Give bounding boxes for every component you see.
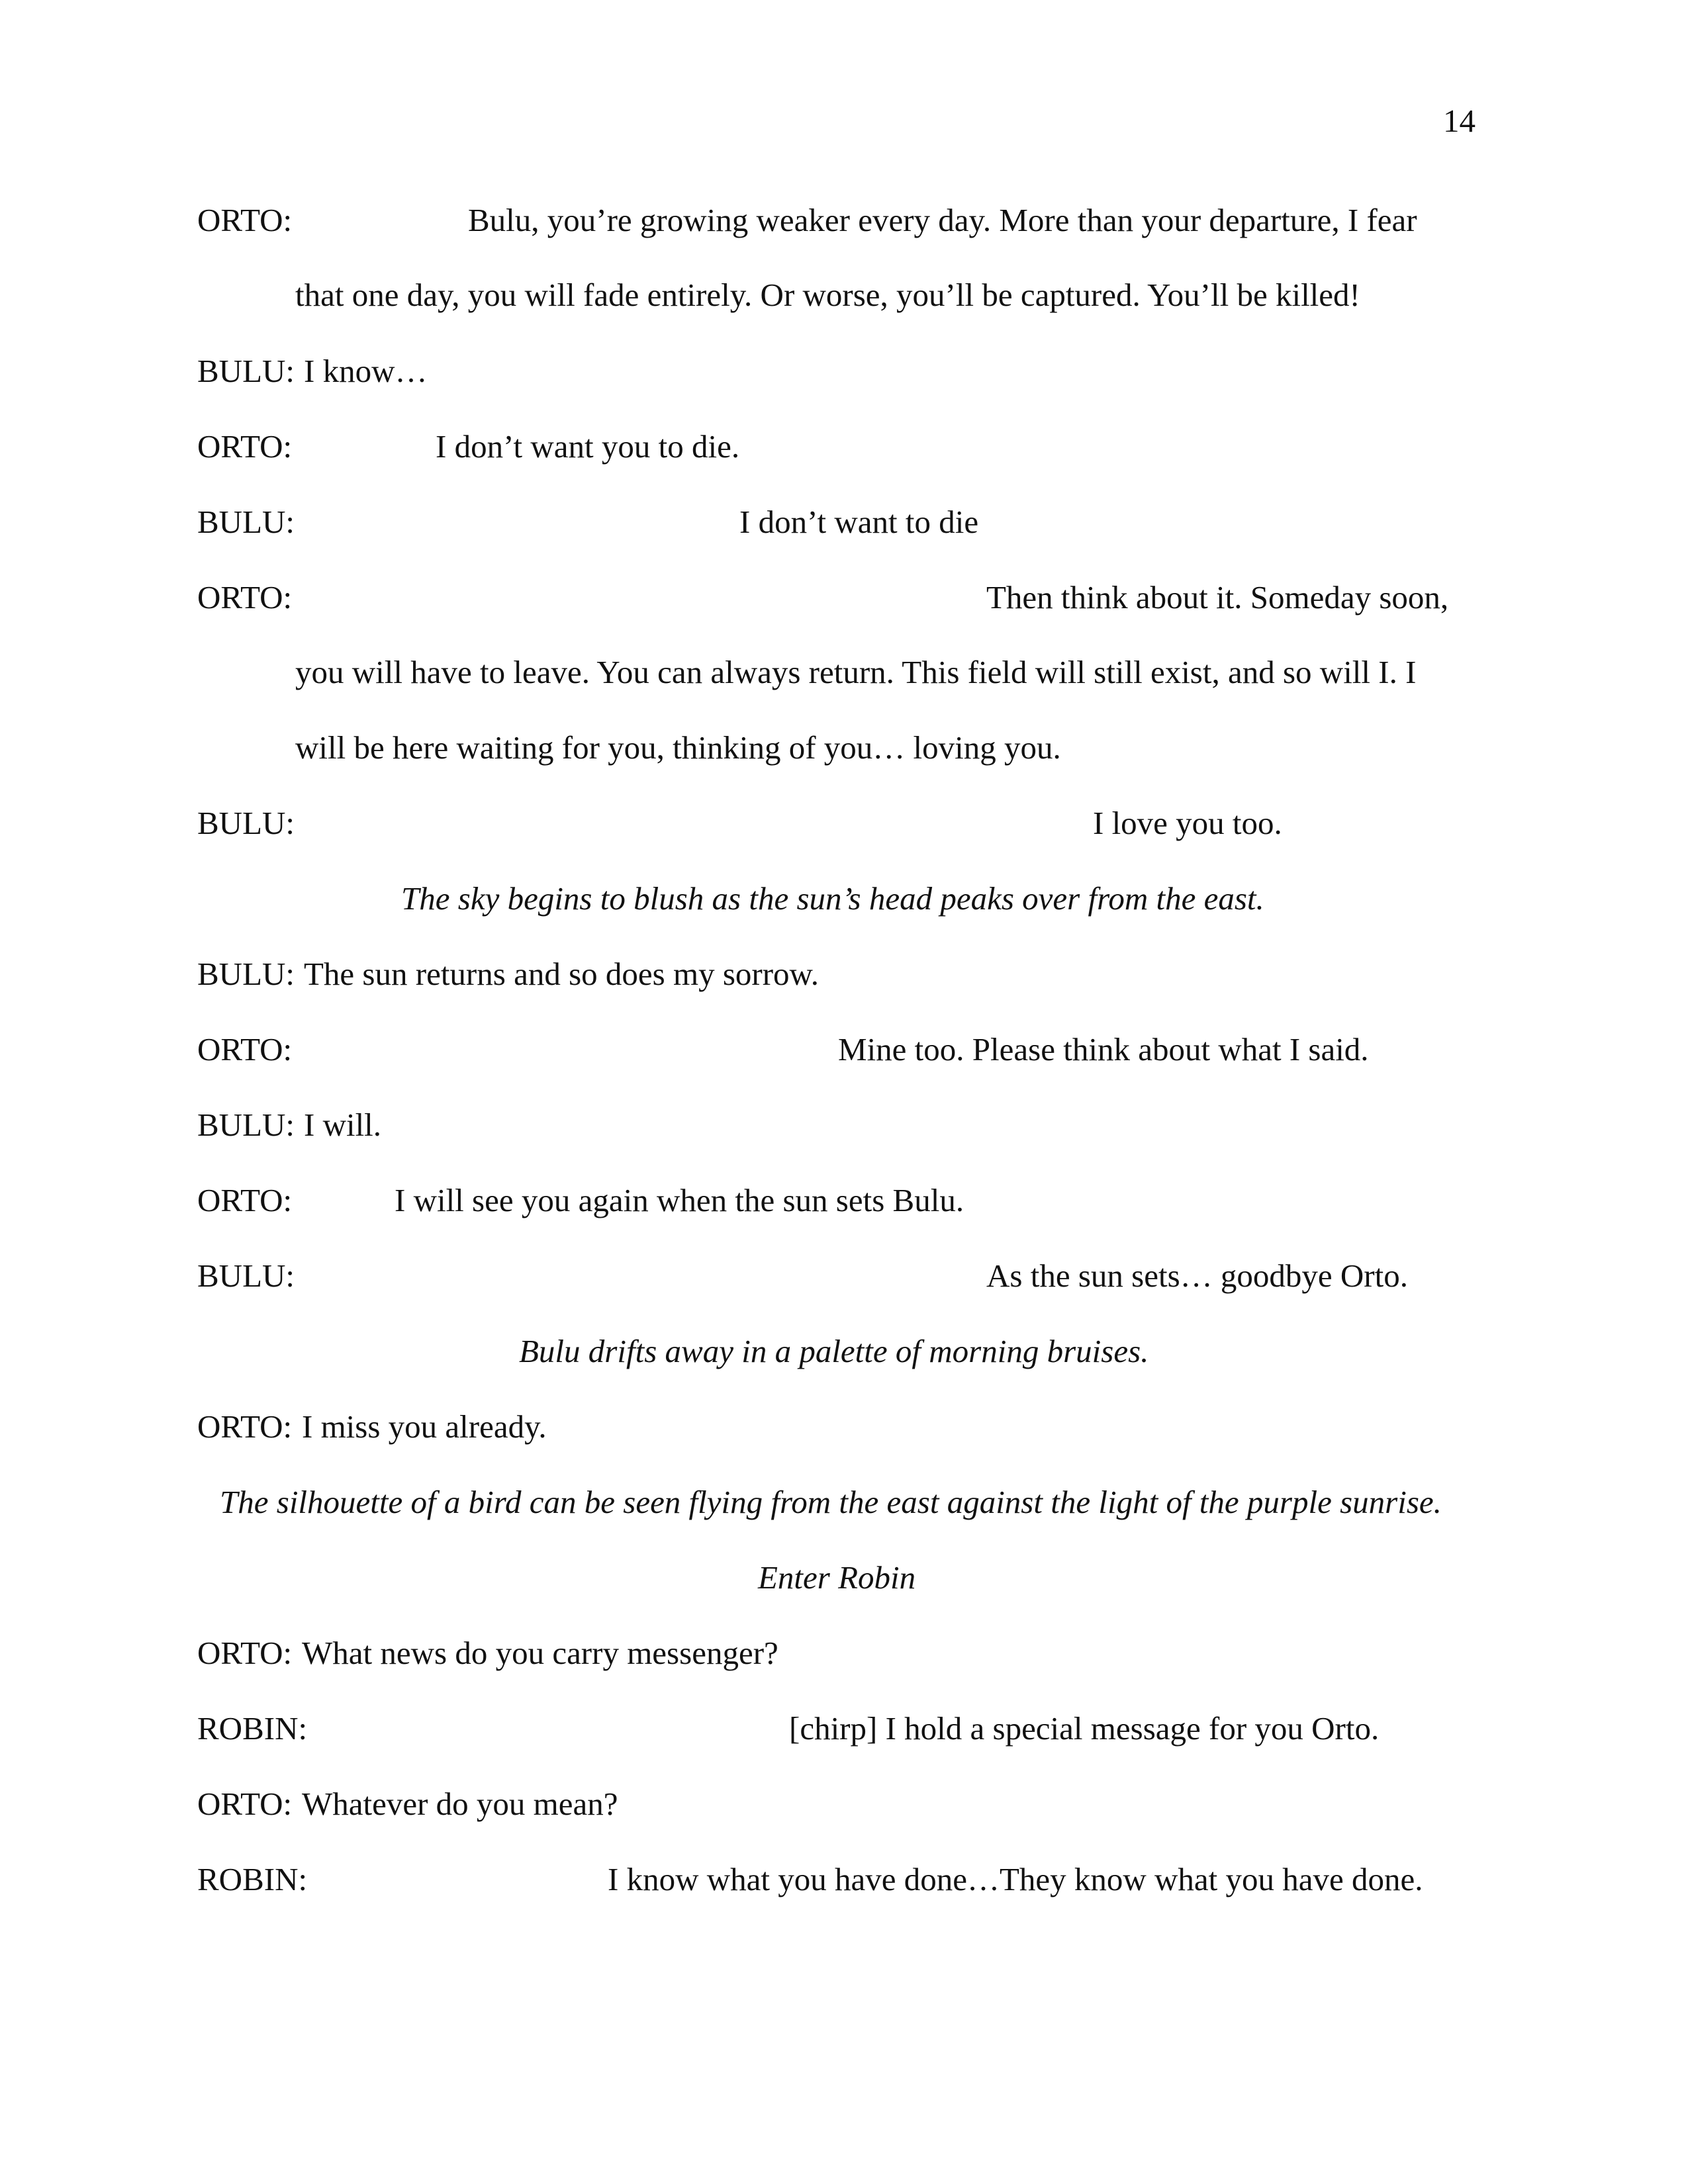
speaker-label: ROBIN: <box>197 1710 308 1747</box>
dialogue-text: The sun returns and so does my sorrow. <box>304 956 819 992</box>
speaker-label: ROBIN: <box>197 1861 308 1897</box>
speaker-label: BULU: <box>197 1257 295 1294</box>
stage-direction: The silhouette of a bird can be seen flying from the east against the light of the purple sunrise. <box>220 1484 1442 1520</box>
speaker-label: ORTO: <box>197 1408 293 1445</box>
dialogue-text: I know what you have done…They know what you have done. <box>608 1861 1423 1897</box>
speaker-label: ORTO: <box>197 1182 293 1218</box>
dialogue-text: Bulu, you’re growing weaker every day. More than your departure, I fear <box>468 202 1417 238</box>
stage-direction: Enter Robin <box>758 1559 916 1596</box>
speaker-label: BULU: <box>197 1107 295 1143</box>
dialogue-text: [chirp] I hold a special message for you Orto. <box>789 1710 1380 1747</box>
dialogue-text: I know… <box>304 353 428 389</box>
dialogue-text: I don’t want to die <box>739 504 979 540</box>
dialogue-text: Whatever do you mean? <box>302 1786 618 1822</box>
speaker-label: BULU: <box>197 805 295 841</box>
stage-direction: Bulu drifts away in a palette of morning bruises. <box>519 1333 1149 1369</box>
speaker-label: BULU: <box>197 353 295 389</box>
stage-direction: The sky begins to blush as the sun’s head peaks over from the east. <box>401 880 1264 917</box>
dialogue-text: I don’t want you to die. <box>436 428 740 465</box>
speaker-label: ORTO: <box>197 1031 293 1068</box>
dialogue-text: I will. <box>304 1107 382 1143</box>
speaker-label: ORTO: <box>197 202 293 238</box>
speaker-label: ORTO: <box>197 579 293 615</box>
dialogue-text: I will see you again when the sun sets Bulu. <box>395 1182 964 1218</box>
dialogue-continuation: you will have to leave. You can always return. This field will still exist, and so will I. I <box>295 654 1417 690</box>
speaker-label: BULU: <box>197 504 295 540</box>
dialogue-text: I miss you already. <box>302 1408 547 1445</box>
dialogue-continuation: will be here waiting for you, thinking of you… loving you. <box>295 729 1061 766</box>
dialogue-text: I love you too. <box>1093 805 1282 841</box>
dialogue-text: What news do you carry messenger? <box>302 1635 778 1671</box>
speaker-label: ORTO: <box>197 1635 293 1671</box>
speaker-label: BULU: <box>197 956 295 992</box>
speaker-label: ORTO: <box>197 428 293 465</box>
dialogue-text: Then think about it. Someday soon, <box>986 579 1449 615</box>
dialogue-text: Mine too. Please think about what I said. <box>838 1031 1369 1068</box>
dialogue-continuation: that one day, you will fade entirely. Or worse, you’ll be captured. You’ll be killed! <box>295 277 1360 313</box>
page-number: 14 <box>1443 103 1476 139</box>
speaker-label: ORTO: <box>197 1786 293 1822</box>
dialogue-text: As the sun sets… goodbye Orto. <box>986 1257 1408 1294</box>
